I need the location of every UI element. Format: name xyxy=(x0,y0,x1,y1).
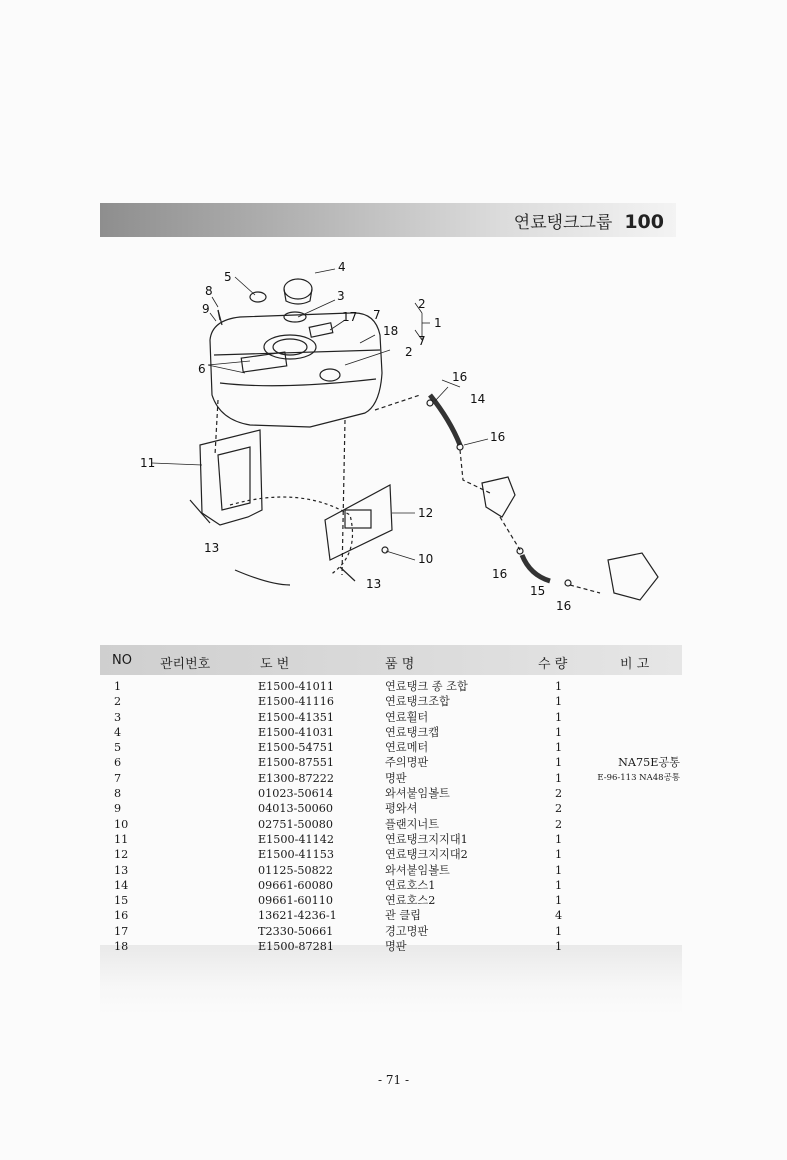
hose-clip-end xyxy=(565,580,571,586)
cell-no: 11 xyxy=(114,832,129,846)
header-drawing-number: 도 번 xyxy=(260,657,290,672)
cell-drawing: E1500-41031 xyxy=(258,725,335,739)
cell-qty: 1 xyxy=(555,878,563,892)
fuel-cock xyxy=(482,477,515,517)
table-row xyxy=(100,740,682,755)
callout-5: 5 xyxy=(224,270,232,284)
cell-drawing: 02751-50080 xyxy=(258,817,333,831)
cell-name: 와셔붙임볼트 xyxy=(385,863,450,877)
cell-no: 5 xyxy=(114,741,122,755)
cell-drawing: T2330-50661 xyxy=(258,924,334,938)
cell-no: 8 xyxy=(114,787,122,801)
cell-drawing: 01125-50822 xyxy=(258,863,333,877)
callout-7: 7 xyxy=(373,308,381,322)
cell-qty: 1 xyxy=(555,940,563,954)
cell-no: 15 xyxy=(114,894,129,908)
cell-no: 6 xyxy=(114,756,122,770)
section-number: 100 xyxy=(624,211,664,233)
cell-no: 12 xyxy=(114,848,129,862)
cell-no: 1 xyxy=(114,680,122,693)
cell-qty: 1 xyxy=(555,680,563,693)
callout-15: 15 xyxy=(530,584,546,598)
cell-name: 연료호스2 xyxy=(385,894,436,908)
cell-qty: 1 xyxy=(555,710,563,724)
table-row xyxy=(100,847,682,862)
page-number: - 71 - xyxy=(377,1073,409,1087)
table-row xyxy=(100,786,682,801)
cell-drawing: E1500-54751 xyxy=(258,741,335,755)
cell-qty: 1 xyxy=(555,848,563,862)
cell-no: 3 xyxy=(114,710,122,724)
cell-qty: 2 xyxy=(555,817,563,831)
fuel-tank-body xyxy=(210,313,382,427)
fuel-filter xyxy=(284,312,306,322)
hose-clip-top xyxy=(427,400,433,406)
cell-qty: 1 xyxy=(555,863,563,877)
cell-name: 관 클립 xyxy=(385,909,421,923)
fuel-hose-2 xyxy=(522,555,550,581)
cell-qty: 1 xyxy=(555,771,563,785)
callout-11: 11 xyxy=(140,456,156,470)
cell-drawing: E1500-41116 xyxy=(258,695,335,709)
cell-drawing: E1500-41351 xyxy=(258,710,335,724)
caution-plate xyxy=(241,352,287,372)
cell-name: 연료메터 xyxy=(385,741,429,755)
callout-14: 14 xyxy=(470,392,486,406)
cell-no: 9 xyxy=(114,802,122,816)
cell-drawing: 09661-60110 xyxy=(258,894,333,908)
cell-drawing: 01023-50614 xyxy=(258,787,333,801)
table-row xyxy=(100,863,682,878)
parts-table-body xyxy=(100,679,682,954)
section-title xyxy=(514,208,664,233)
cell-qty: 1 xyxy=(555,695,563,709)
callout-13-left: 13 xyxy=(204,541,220,555)
cell-no: 7 xyxy=(114,771,122,785)
callout-16-end: 16 xyxy=(556,599,572,613)
cell-no: 13 xyxy=(114,863,129,877)
cell-no: 10 xyxy=(114,817,129,831)
callout-13-right: 13 xyxy=(366,577,382,591)
callout-2-range: 2 xyxy=(418,297,426,311)
callout-17: 17 xyxy=(342,310,358,324)
table-row xyxy=(100,878,682,893)
table-row xyxy=(100,771,682,786)
cell-qty: 2 xyxy=(555,802,563,816)
table-row xyxy=(100,679,682,694)
table-row xyxy=(100,908,682,923)
table-row xyxy=(100,710,682,725)
fuel-meter xyxy=(250,292,266,302)
table-row xyxy=(100,755,682,770)
cell-drawing: 09661-60080 xyxy=(258,878,333,892)
callout-2: 2 xyxy=(405,345,413,359)
tank-support-1 xyxy=(200,430,262,525)
callout-4: 4 xyxy=(338,260,346,274)
cell-name: 플랜지너트 xyxy=(385,817,440,831)
exploded-parts-diagram xyxy=(130,255,690,615)
cell-drawing: E1300-87222 xyxy=(258,771,335,785)
cell-name: 연료탱크지지대2 xyxy=(385,848,468,862)
callout-12: 12 xyxy=(418,506,434,520)
callout-8: 8 xyxy=(205,284,213,298)
cell-name: 연료탱크지지대1 xyxy=(385,832,468,846)
cell-drawing: E1500-87551 xyxy=(258,756,335,770)
parts-table-header xyxy=(100,645,682,675)
name-plate xyxy=(320,369,340,381)
fuel-cap xyxy=(284,279,312,299)
cell-no: 16 xyxy=(114,909,129,923)
callout-7-range: 7 xyxy=(418,334,426,348)
header-quantity: 수 량 xyxy=(538,657,568,672)
header-remarks: 비 고 xyxy=(620,657,650,672)
cell-name: 연료탱크조합 xyxy=(385,695,450,709)
callout-18: 18 xyxy=(383,324,399,338)
cell-no: 14 xyxy=(114,878,129,892)
callout-9: 9 xyxy=(202,302,210,316)
bolt-13-upper xyxy=(190,500,210,523)
table-row xyxy=(100,725,682,740)
callout-16-mid: 16 xyxy=(490,430,506,444)
diagram-svg xyxy=(130,255,690,615)
table-row xyxy=(100,817,682,832)
table-row xyxy=(100,832,682,847)
cell-qty: 2 xyxy=(555,787,563,801)
cell-drawing: E1500-41011 xyxy=(258,680,335,693)
cell-name: 평와셔 xyxy=(385,802,418,816)
cell-no: 4 xyxy=(114,725,122,739)
cell-name: 와셔붙임볼트 xyxy=(385,787,450,801)
table-footer-shade xyxy=(100,945,682,1015)
cell-qty: 1 xyxy=(555,741,563,755)
cell-qty: 1 xyxy=(555,894,563,908)
cell-name: 명판 xyxy=(385,771,407,785)
cell-name: 연료휠터 xyxy=(385,710,429,724)
callout-3: 3 xyxy=(337,289,345,303)
header-no: NO xyxy=(112,653,132,668)
table-row xyxy=(100,893,682,908)
cell-note: NA75E공통 xyxy=(618,756,680,770)
header-part-name: 품 명 xyxy=(385,657,415,672)
cell-no: 18 xyxy=(114,940,129,954)
section-title-text: 연료탱크그룹 xyxy=(513,213,613,233)
table-row xyxy=(100,801,682,816)
callout-16-top: 16 xyxy=(452,370,468,384)
table-row xyxy=(100,924,682,939)
fuel-hose-1 xyxy=(430,395,460,445)
cell-name: 주의명판 xyxy=(385,756,429,770)
callout-1: 1 xyxy=(434,316,442,330)
cell-name: 연료호스1 xyxy=(385,878,436,892)
carburetor xyxy=(608,553,658,600)
callout-6: 6 xyxy=(198,362,206,376)
cell-drawing: 13621-4236-1 xyxy=(258,909,337,923)
cell-note: E-96-113 NA48공통 xyxy=(597,772,680,783)
cell-name: 연료탱크캡 xyxy=(385,725,440,739)
cell-drawing: E1500-87281 xyxy=(258,940,335,954)
table-row xyxy=(100,694,682,709)
cell-no: 2 xyxy=(114,695,122,709)
cell-qty: 1 xyxy=(555,832,563,846)
cell-drawing: E1500-41153 xyxy=(258,848,335,862)
cell-drawing: E1500-41142 xyxy=(258,832,335,846)
cell-no: 17 xyxy=(114,924,129,938)
cell-qty: 4 xyxy=(555,909,563,923)
cell-name: 명판 xyxy=(385,940,407,954)
callout-10: 10 xyxy=(418,552,434,566)
section-banner xyxy=(100,203,676,237)
cell-drawing: 04013-50060 xyxy=(258,802,333,816)
callout-16-low: 16 xyxy=(492,567,508,581)
cell-qty: 1 xyxy=(555,725,563,739)
cell-qty: 1 xyxy=(555,924,563,938)
warning-plate xyxy=(309,323,333,337)
cell-qty: 1 xyxy=(555,756,563,770)
header-management-number: 관리번호 xyxy=(160,657,211,672)
table-row xyxy=(100,939,682,954)
cell-name: 경고명판 xyxy=(385,924,429,938)
cell-name: 연료탱크 종 조합 xyxy=(385,680,468,693)
